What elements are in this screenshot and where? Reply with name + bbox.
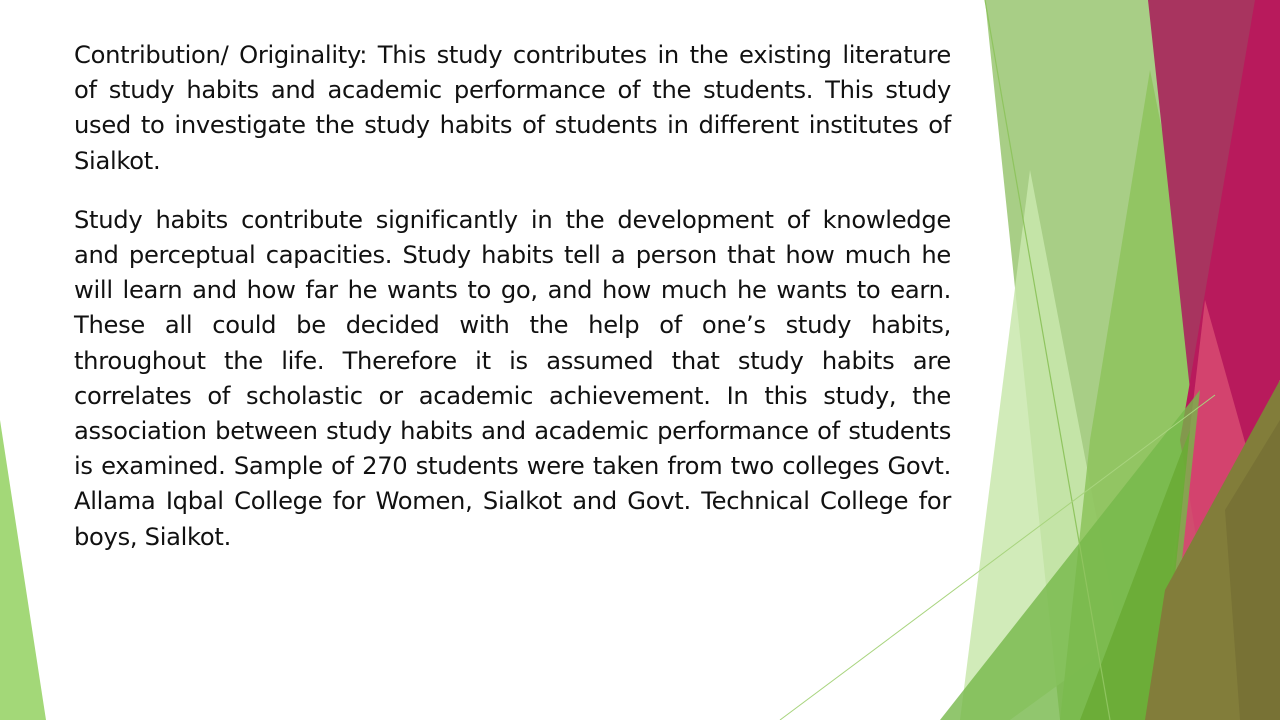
contribution-paragraph: Contribution/ Originality: This study contributes in the existing literature of study habits and academic performance of the students. This study used to investigate the study habits of students in different institutes of Sialkot. <box>74 41 951 175</box>
slide-body <box>74 38 951 555</box>
left-green-shape <box>0 420 46 720</box>
study-habits-paragraph: Study habits contribute significantly in the development of knowledge and perceptual capacities. Study habits tell a person that how much he will learn and how far he wants to go, and how much he wants to earn. These all could be decided with the help of one’s study habits, throughout the life. Therefore it is assumed that study habits are correlates of scholastic or academic achievement. In this study, the association between study habits and academic performance of students is examined. Sample of 270 students were taken from two colleges Govt. Allama Iqbal College for Women, Sialkot and Govt. Technical College for boys, Sialkot. <box>74 205 951 551</box>
